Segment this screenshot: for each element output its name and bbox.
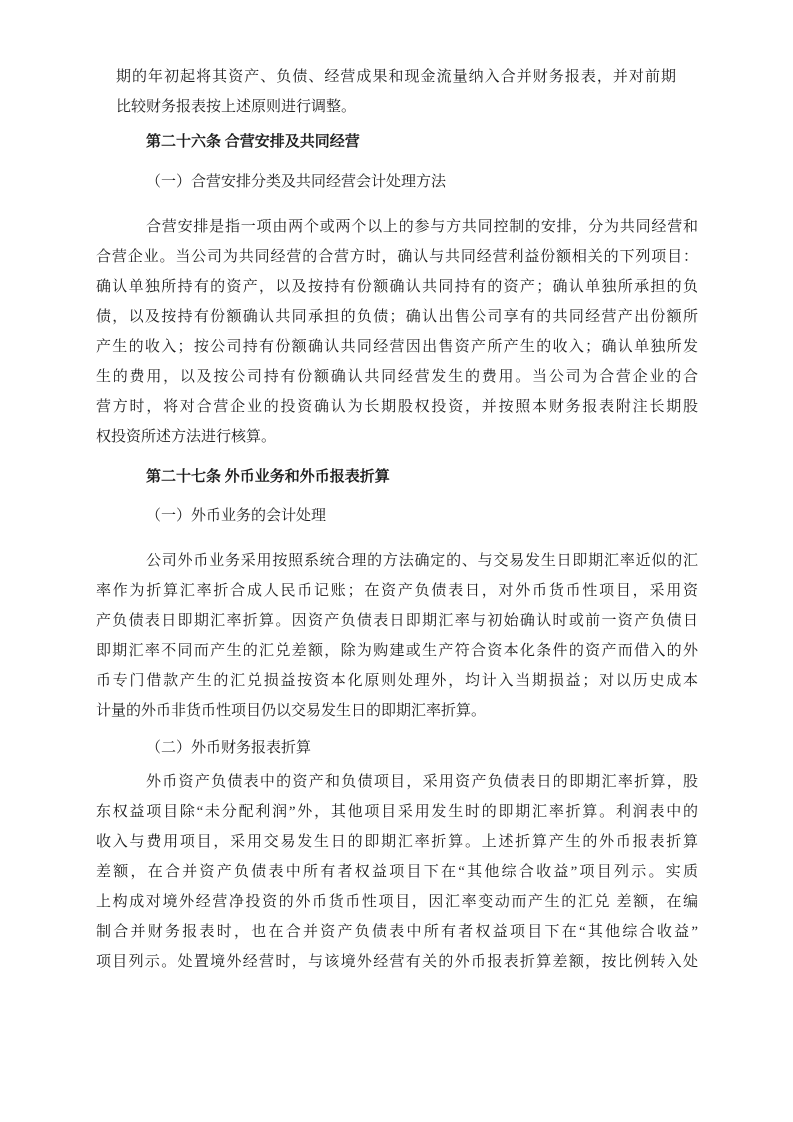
text-line: 合营企业。当公司为共同经营的合营方时，确认与共同经营利益份额相关的下列项目：: [96, 249, 698, 265]
text-line: 公司外币业务采用按照系统合理的方法确定的、与交易发生日即期汇率近似的汇: [146, 553, 698, 569]
paragraph: [96, 212, 698, 452]
text-line: 上构成对境外经营净投资的外币货币性项目，因汇率变动而产生的汇兑 差额，在编: [96, 894, 698, 910]
text-line: 比较财务报表按上述原则进行调整。: [116, 99, 357, 115]
paragraph: [96, 767, 698, 977]
text-line: 外币资产负债表中的资产和负债项目，采用资产负债表日的即期汇率折算，股: [146, 774, 698, 790]
subheading-text: （一）合营安排分类及共同经营会计处理方法: [146, 174, 447, 190]
text-line: 币专门借款产生的汇兑损益按资本化原则处理外，均计入当期损益；对以历史成本: [96, 673, 698, 689]
text-line: 确认单独所持有的资产，以及按持有份额确认共同持有的资产；确认单独所承担的负: [96, 279, 698, 295]
text-line: 合营安排是指一项由两个或两个以上的参与方共同控制的安排，分为共同经营和: [146, 219, 698, 235]
text-line: 生的费用，以及按公司持有份额确认共同经营发生的费用。当公司为合营企业的合: [96, 369, 698, 385]
text-line: 制合并财务报表时，也在合并资产负债表中所有者权益项目下在“其他综合收益”: [96, 924, 698, 940]
subheading-text: （一）外币业务的会计处理: [146, 508, 327, 524]
document-content: [96, 62, 698, 977]
text-line: 权投资所述方法进行核算。: [96, 429, 277, 445]
text-line: 营方时，将对合营企业的投资确认为长期股权投资，并按照本财务报表附注长期股: [96, 399, 698, 415]
paragraph: [96, 546, 698, 726]
text-line: 收入与费用项目，采用交易发生日的即期汇率折算。上述折算产生的外币报表折算: [96, 834, 698, 850]
heading-text: 第二十六条 合营安排及共同经营: [146, 134, 360, 150]
text-line: 期的年初起将其资产、负债、经营成果和现金流量纳入合并财务报表，并对前期: [116, 69, 676, 85]
text-line: 即期汇率不同而产生的汇兑差额，除为购建或生产符合资本化条件的资产而借入的外: [96, 643, 698, 659]
subheading-text: （二）外币财务报表折算: [146, 740, 312, 756]
text-line: 差额，在合并资产负债表中所有者权益项目下在“其他综合收益”项目列示。实质: [96, 864, 698, 880]
text-line: 率作为折算汇率折合成人民币记账；在资产负债表日，对外币货币性项目，采用资: [96, 583, 698, 599]
subsection-heading: [96, 167, 698, 197]
text-line: 计量的外币非货币性项目仍以交易发生日的即期汇率折算。: [96, 703, 487, 719]
text-line: 东权益项目除“未分配利润”外，其他项目采用发生时的即期汇率折算。利润表中的: [96, 804, 698, 820]
subsection-heading: [96, 501, 698, 531]
text-line: 产负债表日即期汇率折算。因资产负债表日即期汇率与初始确认时或前一资产负债日: [96, 613, 698, 629]
section-heading: [96, 127, 698, 157]
section-heading: [96, 462, 698, 492]
text-line: 项目列示。处置境外经营时，与该境外经营有关的外币报表折算差额，按比例转入处: [96, 954, 698, 970]
paragraph-continuation: [96, 62, 698, 122]
subsection-heading: [96, 733, 698, 763]
text-line: 产生的收入；按公司持有份额确认共同经营因出售资产所产生的收入；确认单独所发: [96, 339, 698, 355]
heading-text: 第二十七条 外币业务和外币报表折算: [146, 469, 390, 485]
text-line: 债，以及按持有份额确认共同承担的负债；确认出售公司享有的共同经营产出份额所: [96, 309, 698, 325]
